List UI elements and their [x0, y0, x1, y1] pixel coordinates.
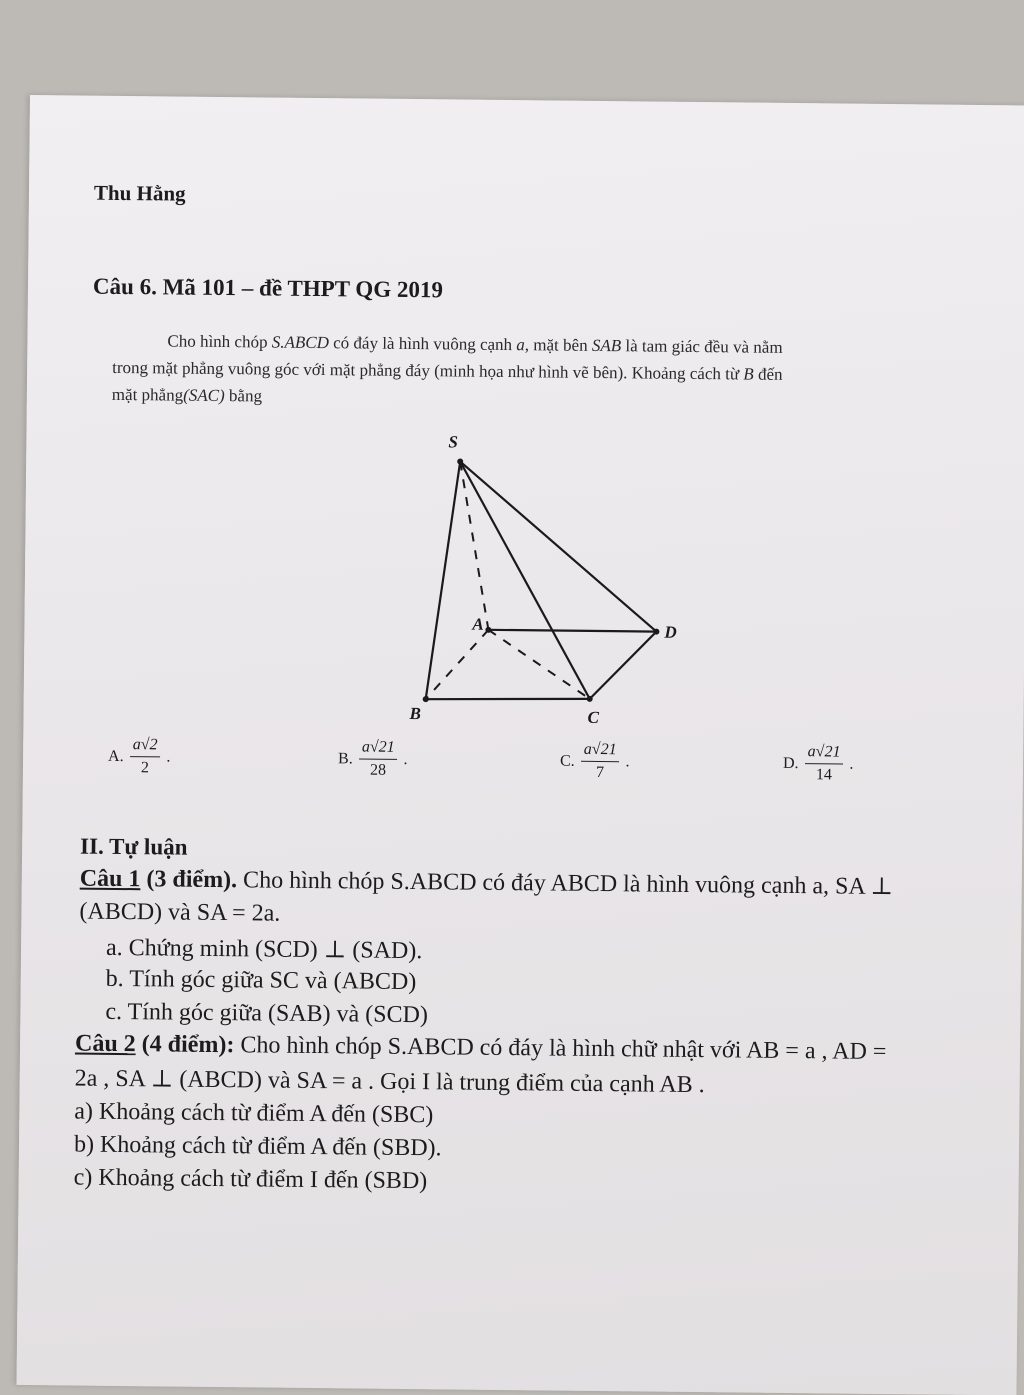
paper-sheet — [16, 95, 1024, 1395]
choice-b: B. $\frac{a√21}{28}$ . — [337, 738, 408, 779]
essay-q2-item-c: c) Khoảng cách từ điểm I đến (SBD) — [73, 1164, 428, 1195]
author-name: Thu Hằng — [93, 180, 186, 206]
fraction: $\frac{a√21}{28}$ — [359, 738, 398, 779]
choice-d: D. $\frac{a√21}{14}$ . — [782, 743, 854, 784]
essay-q2-item-b: b) Khoảng cách từ điểm A đến (SBD). — [73, 1131, 442, 1162]
essay-q2-line-2: 2a , SA ⊥ (ABCD) và SA = a . Gọi I là trung điểm của cạnh AB . — [74, 1065, 705, 1099]
essay-q1-item-b: b. Tính góc giữa SC và (ABCD) — [105, 965, 417, 996]
edge-ad — [488, 630, 656, 632]
edge-cd — [590, 631, 657, 700]
question-6-stem-line-1: Cho hình chóp S.ABCD có đáy là hình vuông cạnh a, mặt bên SAB là tam giác đều và nằm — [167, 331, 783, 357]
essay-q1-item-a: a. Chứng minh (SCD) ⊥ (SAD). — [105, 934, 423, 965]
essay-q2-line-1: Câu 2 (4 điểm): Cho hình chóp S.ABCD có đáy là hình chữ nhật với AB = a , AD = — [74, 1030, 887, 1066]
essay-q2-item-a: a) Khoảng cách từ điểm A đến (SBC) — [74, 1098, 434, 1129]
label-s: S — [448, 432, 458, 452]
edge-sb — [426, 461, 460, 699]
question-6-stem-line-2: trong mặt phẳng vuông góc với mặt phẳng đáy (minh họa như hình vẽ bên). Khoảng cách từ B đến — [112, 357, 783, 384]
edge-bc — [426, 697, 590, 701]
pyramid-figure — [395, 429, 688, 732]
label-a: A — [472, 614, 484, 634]
essay-q1-line-2: (ABCD) và SA = 2a. — [79, 898, 281, 927]
edge-ac-hidden — [488, 630, 591, 699]
essay-heading: II. Tự luận — [80, 833, 188, 860]
choice-a: A. $\frac{a√2}{2}$ . — [107, 736, 171, 777]
fraction: $\frac{a√21}{14}$ — [804, 743, 843, 784]
label-d: D — [664, 622, 677, 642]
edge-sd — [458, 462, 658, 632]
label-b: B — [409, 704, 421, 724]
edge-sc — [458, 462, 592, 699]
essay-q1-item-c: c. Tính góc giữa (SAB) và (SCD) — [105, 998, 429, 1029]
label-c: C — [587, 707, 599, 727]
choice-c: C. $\frac{a√21}{7}$ . — [559, 740, 630, 782]
essay-q1-line-1: Câu 1 (3 điểm). Cho hình chóp S.ABCD có đáy ABCD là hình vuông cạnh a, SA ⊥ — [79, 865, 894, 901]
question-6-title: Câu 6. Mã 101 – đề THPT QG 2019 — [92, 273, 444, 303]
question-6-stem-line-3: mặt phẳng(SAC) bằng — [111, 384, 263, 406]
fraction: $\frac{a√2}{2}$ — [129, 736, 160, 777]
fraction: $\frac{a√21}{7}$ — [581, 741, 620, 782]
